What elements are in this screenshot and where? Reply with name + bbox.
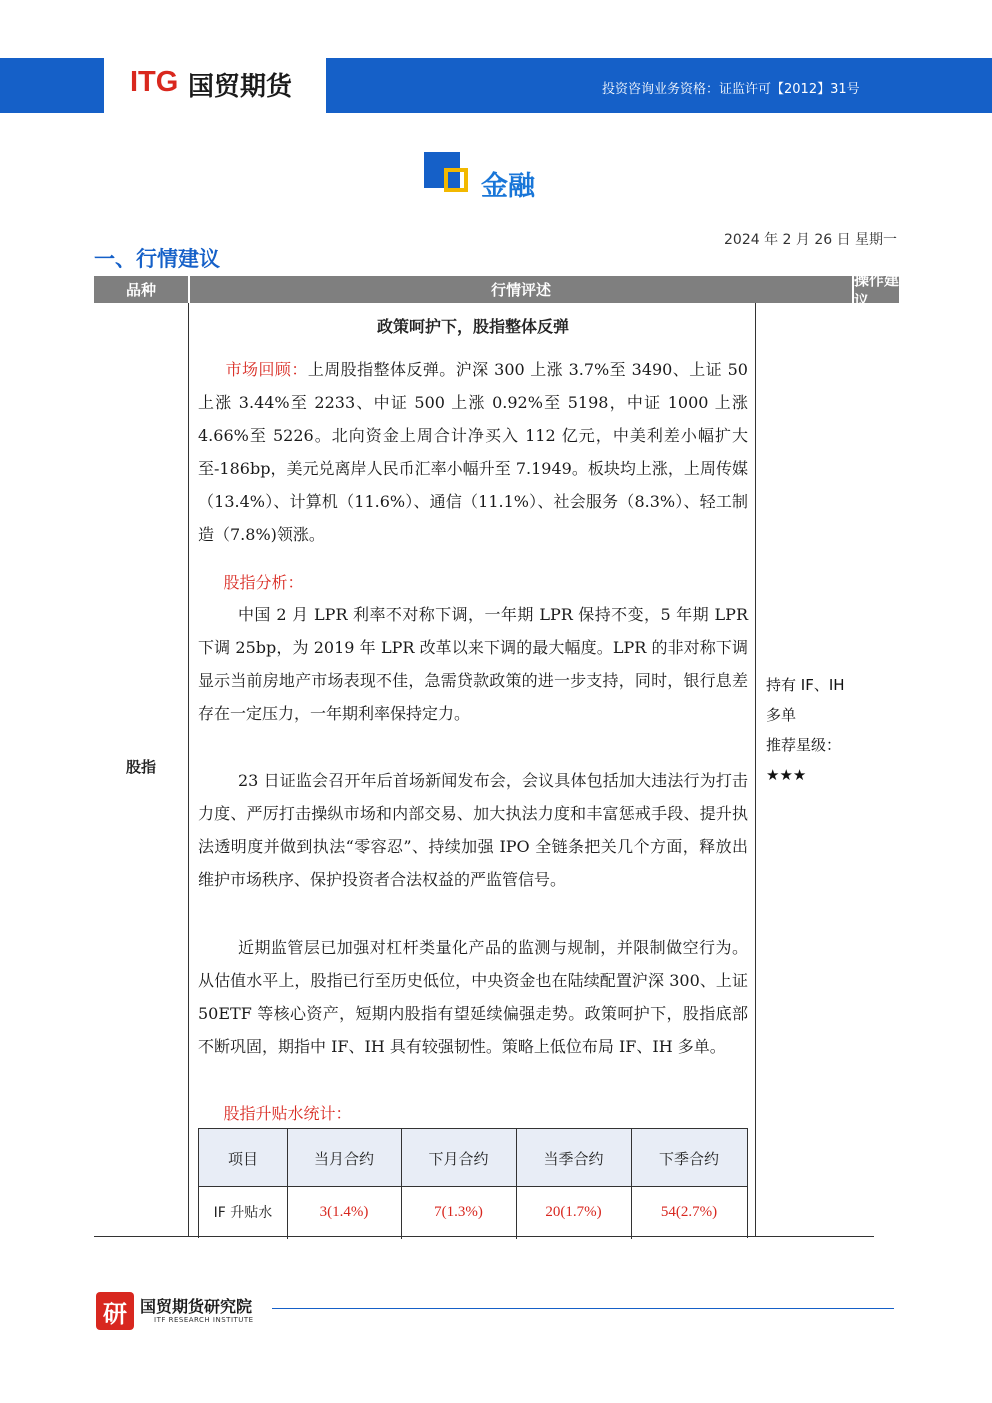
- basis-header-item: 项目: [227, 1149, 258, 1168]
- footer-institute-english: ITF RESEARCH INSTITUTE: [154, 1316, 254, 1324]
- basis-value-current-month: 3(1.4%): [319, 1203, 369, 1220]
- market-review: [198, 353, 748, 551]
- analysis-paragraph-2: 23 日证监会召开年后首场新闻发布会，会议具体包括加大违法行为打击力度、严厉打击操纵市场和内部交易、加大执法力度和丰富惩戒手段、提升执法透明度并做到执法“零容忍”、持续加强 IPO 全链条把关几个方面，释放出维护市场秩序、保护投资者合法权益的严监管信号。: [198, 771, 748, 889]
- analysis-label: 股指分析：: [223, 573, 304, 592]
- table-header-advice: [854, 270, 900, 310]
- basis-value-next-quarter: 54(2.7%): [660, 1203, 718, 1220]
- advice-rating-stars: ★★★: [766, 766, 807, 784]
- basis-header-next-month: 下月合约: [428, 1149, 489, 1168]
- basis-header-current-month: 当月合约: [313, 1149, 374, 1168]
- basis-row-label: IF 升贴水: [213, 1205, 273, 1221]
- table-bottom-rule: [94, 1236, 874, 1237]
- column-divider: [188, 303, 189, 1236]
- advice-table: [94, 270, 900, 1236]
- basis-header-next-quarter: 下季合约: [658, 1149, 719, 1168]
- qualification-text: 投资咨询业务资格：证监许可【2012】31号: [602, 82, 860, 97]
- report-date: 2024 年 2 月 26 日 星期一: [724, 232, 898, 248]
- column-divider: [755, 303, 756, 1236]
- review-subtitle: 政策呵护下，股指整体反弹: [376, 317, 569, 336]
- basis-value-next-month: 7(1.3%): [434, 1203, 483, 1220]
- basis-table: [198, 1128, 748, 1238]
- basis-header-current-quarter: 当季合约: [543, 1149, 604, 1168]
- research-seal-icon: [96, 1292, 134, 1330]
- heading-advice: 一、行情建议: [94, 247, 220, 271]
- advice-line-2: 多单: [766, 706, 797, 724]
- advice-rating-label: 推荐星级：: [766, 736, 842, 754]
- operation-advice: [766, 670, 886, 790]
- basis-value-current-quarter: 20(1.7%): [545, 1203, 602, 1220]
- footer-institute-name: 国贸期货研究院: [140, 1297, 253, 1316]
- analysis-paragraph-3: 近期监管层已加强对杠杆类量化产品的监测与规制，并限制做空行为。从估值水平上，股指已行至历史低位，中央资金也在陆续配置沪深 300、上证 50ETF 等核心资产，短期内股指有望延续偏强走势。政策呵护下，股指底部不断巩固，期指中 IF、IH 具有较强韧性。策略上低位布局 IF、IH 多单。: [198, 938, 748, 1056]
- section-title: 金融: [481, 171, 535, 202]
- basis-label: 股指升贴水统计：: [223, 1104, 352, 1123]
- seal-char: 研: [103, 1298, 127, 1328]
- table-header-variety: 品种: [94, 276, 188, 303]
- logo-chinese: 国贸期货: [188, 72, 293, 102]
- table-header-advice-label: 操作建议: [854, 270, 900, 310]
- variety-label: 股指: [125, 758, 156, 776]
- logo-latin: ITG: [130, 66, 179, 98]
- footer-rule: [272, 1308, 894, 1309]
- table-header-review: 行情评述: [190, 276, 852, 303]
- review-label: 市场回顾：: [225, 360, 308, 379]
- index-analysis-label-block: [198, 566, 748, 599]
- review-text: 上周股指整体反弹。沪深 300 上涨 3.7%至 3490、上证 50 上涨 3.44%至 2233、中证 500 上涨 0.92%至 5198，中证 1000 上涨 4.66%至 5226。北向资金上周合计净买入 112 亿元，中美利差小幅扩大至-186bp，美元兑离岸人民币汇率小幅升至 7.1949。板块均上涨，上周传媒（13.4%）、计算机（11.6%）、通信（11.1%）、社会服务（8.3%）、轻工制造（7.8%)领涨。: [198, 360, 748, 544]
- section-frame-icon: [444, 168, 468, 192]
- advice-line-1: 持有 IF、IH: [766, 676, 845, 694]
- analysis-paragraph-1: 中国 2 月 LPR 利率不对称下调，一年期 LPR 保持不变，5 年期 LPR 下调 25bp，为 2019 年 LPR 改革以来下调的最大幅度。LPR 的非对称下调显示当前房地产市场表现不佳，急需贷款政策的进一步支持，同时，银行息差存在一定压力，一年期利率保持定力。: [198, 605, 748, 723]
- basis-label-block: [198, 1097, 748, 1130]
